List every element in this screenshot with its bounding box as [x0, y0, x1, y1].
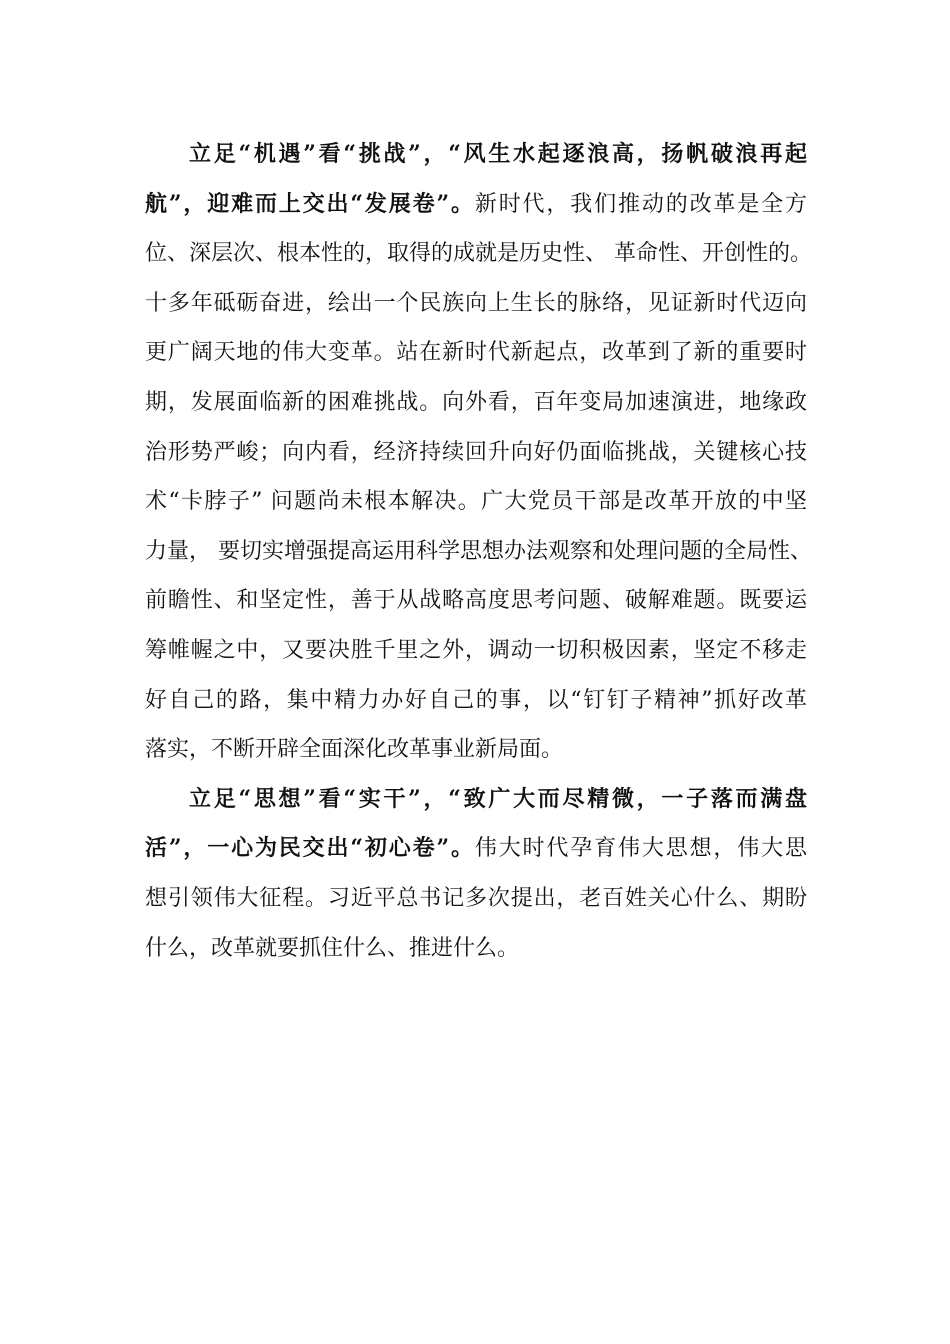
body-text: 十多年砥砺奋进，绘出一个民族向上生长的脉络，见证新时代迈向	[145, 290, 807, 316]
text-line	[145, 180, 807, 230]
text-line	[145, 725, 807, 775]
text-line	[145, 328, 807, 378]
text-line	[145, 576, 807, 626]
bold-heading-text: 立足“机遇”看“挑战”，“风生水起逐浪高，扬帆破浪再起	[189, 141, 807, 167]
text-line	[145, 527, 812, 577]
text-line	[145, 477, 807, 527]
text-line	[145, 279, 807, 329]
body-text: 位、深层次、根本性的，取得的成就是历史性、 革命性、开创性的。	[145, 241, 812, 267]
text-line	[145, 775, 807, 825]
body-text: 更广阔天地的伟大变革。站在新时代新起点，改革到了新的重要时	[145, 340, 807, 366]
bold-heading-text: 活”，一心为民交出“初心卷”。	[145, 835, 475, 862]
body-text: 想引领伟大征程。习近平总书记多次提出，老百姓关心什么、期盼	[145, 885, 807, 911]
document-page	[145, 130, 812, 973]
bold-heading-text: 航”，迎难而上交出“发展卷”。	[145, 190, 475, 217]
body-text: 前瞻性、和坚定性，善于从战略高度思考问题、破解难题。既要运	[145, 588, 807, 614]
body-text: 筹帷幄之中，又要决胜千里之外，调动一切积极因素，坚定不移走	[145, 637, 807, 663]
text-line	[145, 924, 807, 974]
bold-heading-text: 立足“思想”看“实干”，“致广大而尽精微，一子落而满盘	[189, 785, 807, 812]
body-text: 落实，不断开辟全面深化改革事业新局面。	[145, 737, 564, 763]
text-line	[145, 378, 807, 428]
body-text: 术“卡脖子” 问题尚未根本解决。广大党员干部是改革开放的中坚	[145, 489, 807, 515]
text-line	[145, 428, 807, 478]
paragraph	[145, 130, 812, 775]
body-text: 什么，改革就要抓住什么、推进什么。	[145, 935, 520, 961]
text-line	[145, 130, 807, 180]
text-line	[145, 874, 807, 924]
body-text: 治形势严峻；向内看，经济持续回升向好仍面临挑战，关键核心技	[145, 439, 807, 465]
text-line	[145, 229, 812, 279]
paragraph	[145, 775, 807, 973]
body-text: 力量， 要切实增强提高运用科学思想办法观察和处理问题的全局性、	[145, 538, 812, 564]
text-line	[145, 824, 807, 874]
text-line	[145, 676, 807, 726]
body-text: 好自己的路，集中精力办好自己的事，以“钉钉子精神”抓好改革	[145, 687, 807, 713]
text-line	[145, 626, 807, 676]
body-text: 新时代，我们推动的改革是全方	[474, 191, 807, 217]
body-text: 伟大时代孕育伟大思想，伟大思	[474, 836, 807, 862]
body-text: 期，发展面临新的困难挑战。向外看，百年变局加速演进，地缘政	[145, 389, 807, 415]
